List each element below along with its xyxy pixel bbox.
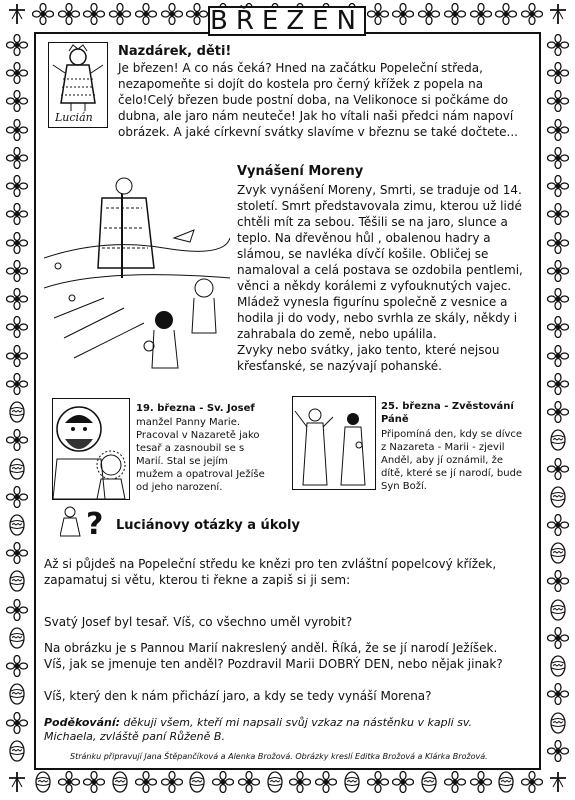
flower-icon: [6, 599, 28, 625]
easter-egg-icon: [6, 740, 28, 766]
flower-icon: [521, 771, 543, 797]
flower-icon: [6, 260, 28, 286]
flower-icon: [547, 627, 569, 653]
flower-icon: [547, 90, 569, 116]
morena-heading: Vynášení Moreny: [237, 164, 364, 179]
easter-egg-icon: [109, 771, 131, 797]
flower-icon: [6, 147, 28, 173]
flower-icon: [6, 119, 28, 145]
flower-icon: [6, 655, 28, 681]
cross-icon: [547, 771, 569, 797]
flower-icon: [367, 771, 389, 797]
flower-icon: [6, 34, 28, 60]
question-4: Víš, který den k nám přichází jaro, a kdy se tedy vynáší Morena?: [44, 689, 432, 703]
flower-icon: [547, 345, 569, 371]
easter-egg-icon: [547, 599, 569, 625]
thanks-body: děkuji všem, kteří mi napsali svůj vzkaz na nástěnku v kapli sv. Michaela, zvláště paní Růženě B.: [44, 716, 473, 743]
flower-icon: [392, 771, 414, 797]
flower-icon: [547, 34, 569, 60]
lucian-signature: Lucián: [55, 111, 93, 124]
flower-icon: [547, 740, 569, 766]
lucian-angel-illustration: [48, 42, 108, 128]
flower-icon: [418, 3, 440, 29]
zvestovani-heading: 25. března - Zvěstování Páně: [381, 401, 514, 425]
annunciation-illustration: [292, 396, 376, 490]
svg-text:?: ?: [86, 507, 104, 538]
josef-heading: 19. března - Sv. Josef: [136, 403, 255, 414]
easter-egg-icon: [547, 486, 569, 512]
flower-icon: [212, 771, 234, 797]
easter-egg-icon: [547, 429, 569, 455]
lucian-question-illustration: [60, 504, 108, 538]
flower-icon: [6, 373, 28, 399]
flower-icon: [161, 771, 183, 797]
morena-body: Zvyk vynášení Moreny, Smrti, se traduje od 14. století. Smrt představovala zimu, kterou už lidé chtěli mít za sebou. Těšili se na jaro, slunce a teplo. Na dřevěnou hůl , obalenou hadry a slámou, se navléka dívčí košile. Obličej se namaloval a celá postava se ozdobila pentlemi, věnci a někdy korálemi z vyfouknutých vajec. Mládež vynesla figurínu společně z vesnice a hodila ji do vody, nebo svrhla ze skály, někdy i zahrabala do země, nebo upálila.: [237, 183, 523, 341]
flower-icon: [186, 3, 208, 29]
question-1: Až si půjdeš na Popeleční středu ke knězi pro ten zvláštní popelcový křížek, zapamatuj si větu, kterou ti řekne a zapiš si ji sem:: [44, 557, 497, 587]
flower-icon: [83, 771, 105, 797]
flower-icon: [6, 429, 28, 455]
easter-egg-icon: [6, 514, 28, 540]
flower-icon: [58, 771, 80, 797]
flower-icon: [6, 203, 28, 229]
flower-icon: [470, 771, 492, 797]
flower-icon: [6, 175, 28, 201]
questions-heading: Luciánovy otázky a úkoly: [116, 518, 300, 533]
border-right: [541, 30, 575, 770]
easter-egg-icon: [186, 771, 208, 797]
flower-icon: [161, 3, 183, 29]
flower-icon: [547, 175, 569, 201]
question-3: Na obrázku je s Pannou Marií nakreslený anděl. Říká, že se jí narodí Ježíšek. Víš, jak se jmenuje ten anděl? Pozdravil Marii DOBRÝ DEN, nebo nějak jinak?: [44, 641, 503, 671]
flower-icon: [547, 316, 569, 342]
flower-icon: [547, 458, 569, 484]
flower-icon: [6, 542, 28, 568]
flower-icon: [547, 62, 569, 88]
morena-illustration: [44, 168, 230, 378]
border-left: [0, 30, 34, 770]
flower-icon: [315, 771, 337, 797]
thanks: [44, 716, 524, 744]
flower-icon: [109, 3, 131, 29]
flower-icon: [135, 771, 157, 797]
flower-icon: [367, 3, 389, 29]
flower-icon: [547, 119, 569, 145]
flower-icon: [547, 147, 569, 173]
flower-icon: [547, 232, 569, 258]
flower-icon: [444, 3, 466, 29]
easter-egg-icon: [547, 542, 569, 568]
easter-egg-icon: [495, 771, 517, 797]
easter-egg-icon: [418, 771, 440, 797]
question-2: Svatý Josef byl tesař. Víš, co všechno uměl vyrobit?: [44, 615, 353, 629]
easter-egg-icon: [6, 627, 28, 653]
flower-icon: [32, 3, 54, 29]
flower-icon: [83, 3, 105, 29]
easter-egg-icon: [547, 712, 569, 738]
easter-egg-icon: [264, 771, 286, 797]
flower-icon: [58, 3, 80, 29]
flower-icon: [135, 3, 157, 29]
morena-note: Zvyky nebo svátky, jako tento, které nejsou křesťanské, se nazývají pohanské.: [237, 343, 500, 373]
flower-icon: [6, 232, 28, 258]
intro-heading: Nazdárek, děti!: [118, 44, 232, 59]
flower-icon: [6, 62, 28, 88]
credits: Stránku připravují Jana Štěpančíková a Alenka Brožová. Obrázky kreslí Editka Brožová a Klárka Brožová.: [70, 752, 488, 761]
flower-icon: [470, 3, 492, 29]
easter-egg-icon: [6, 458, 28, 484]
flower-icon: [6, 316, 28, 342]
easter-egg-icon: [341, 771, 363, 797]
flower-icon: [547, 373, 569, 399]
flower-icon: [547, 260, 569, 286]
flower-icon: [392, 3, 414, 29]
flower-icon: [495, 3, 517, 29]
easter-egg-icon: [6, 683, 28, 709]
flower-icon: [547, 288, 569, 314]
easter-egg-icon: [6, 570, 28, 596]
flower-icon: [6, 90, 28, 116]
flower-icon: [547, 683, 569, 709]
cross-icon: [6, 3, 28, 29]
easter-egg-icon: [6, 401, 28, 427]
flower-icon: [444, 771, 466, 797]
border-bottom: [0, 768, 575, 800]
flower-icon: [547, 203, 569, 229]
saint-josef-illustration: [52, 398, 130, 500]
flower-icon: [6, 345, 28, 371]
page-title: BŘEZEN: [209, 6, 365, 36]
cross-icon: [547, 3, 569, 29]
flower-icon: [238, 771, 260, 797]
flower-icon: [289, 771, 311, 797]
flower-icon: [6, 288, 28, 314]
easter-egg-icon: [32, 771, 54, 797]
josef-body: manžel Panny Marie. Pracoval v Nazaretě jako tesař a zasnoubil se s Marií. Stal se jejím mužem a opatroval Ježíše od jeho narození.: [136, 417, 265, 493]
easter-egg-icon: [547, 655, 569, 681]
flower-icon: [6, 486, 28, 512]
flower-icon: [521, 3, 543, 29]
flower-icon: [547, 401, 569, 427]
flower-icon: [547, 570, 569, 596]
intro-body: Je březen! A co nás čeká? Hned na začátku Popeleční středa, nezapomeňte si dojít do kostela pro černý křížek z popela na čelo!Celý březen bude postní doba, na Velikonoce si počkáme do dubna, ale jaro nám neuteče! Jak ho vítali naši předci nám napoví obrázek. A jaké církevní svátky slavíme v březnu se také dočtete...: [118, 61, 518, 139]
cross-icon: [6, 771, 28, 797]
zvestovani-body: Připomíná den, kdy se dívce z Nazareta - Marii - zjevil Anděl, aby jí oznámil, že dítě, které se jí narodí, bude Syn Boží.: [381, 429, 523, 492]
flower-icon: [547, 514, 569, 540]
thanks-label: Poděkování:: [44, 716, 121, 729]
flower-icon: [6, 712, 28, 738]
